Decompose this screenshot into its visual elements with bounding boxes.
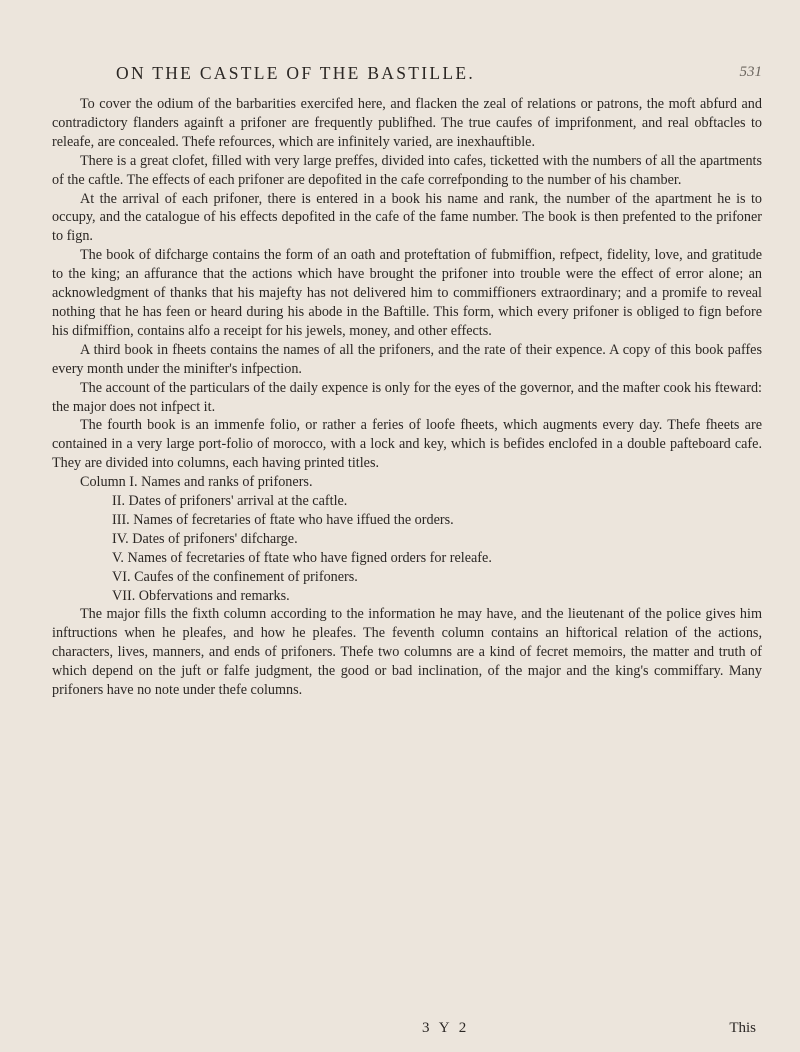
page-footer <box>52 1020 762 1040</box>
paragraph: The major fills the fixth column according to the information he may have, and the lieutenant of the police gives him inftructions when he pleafes, and how he pleafes. The feventh column contains an hiftorical relation of the actions, characters, lives, manners, and ends of prifoners. Thefe two columns are a kind of fecret memoirs, the matter and truth of which depend on the juft or falfe judgment, the good or bad inclination, of the major and the king's commiffary. Many prifoners have no note under thefe columns. <box>52 606 762 699</box>
column-title: Dates of prifoners' difcharge. <box>132 530 298 547</box>
column-entry <box>52 530 762 549</box>
column-title: Caufes of the confinement of prifoners. <box>134 568 358 585</box>
column-title: Names and ranks of prifoners. <box>141 474 313 491</box>
columns-intro: Column <box>80 474 126 491</box>
column-number: VI. <box>112 568 131 585</box>
column-number: I. <box>129 474 138 491</box>
column-entry <box>52 473 762 492</box>
catchword: This <box>729 1020 756 1036</box>
column-title: Names of fecretaries of ftate who have figned orders for releafe. <box>127 549 492 566</box>
column-title: Dates of prifoners' arrival at the caftle. <box>128 493 348 510</box>
column-entry <box>52 587 762 606</box>
paragraph: The book of difcharge contains the form of an oath and proteftation of fubmiffion, refpect, fidelity, love, and gratitude to the king; an affurance that the actions which have brought the prifoner into trouble were the effect of error alone; an acknowledgment of thanks that his majefty has not delivered him to commiffioners extraordinary; and a promife to reveal nothing that he has feen or heard during his abode in the Baftille. This form, which every prifoner is obliged to fign before his difmiffion, contains alfo a receipt for his jewels, money, and other effects. <box>52 247 762 339</box>
paragraph: There is a great clofet, filled with very large preffes, divided into cafes, ticketted with the numbers of all the apartments of the caftle. The effects of each prifoner are depofited in the cafe correfponding to the number of his chamber. <box>52 152 762 188</box>
running-title: ON THE CASTLE OF THE BASTILLE. <box>116 63 476 83</box>
column-number: II. <box>112 493 125 510</box>
running-head <box>60 63 762 87</box>
paragraph: At the arrival of each prifoner, there is entered in a book his name and rank, the number of the apartment he is to occupy, and the catalogue of his effects depofited in the cafe of the fame number. The book is then prefented to the prifoner to fign. <box>52 190 762 245</box>
column-number: III. <box>112 511 130 528</box>
paragraph: The fourth book is an immenfe folio, or rather a feries of loofe fheets, which augments every day. Thefe fheets are contained in a very large port-folio of morocco, with a lock and key, which is befides enclofed in a double pafteboard cafe. They are divided into columns, each having printed titles. <box>52 417 762 472</box>
column-title: Names of fecretaries of ftate who have iffued the orders. <box>133 511 454 528</box>
paragraph: To cover the odium of the barbarities exercifed here, and flacken the zeal of relations or patrons, the moft abfurd and contradictory flanders againft a prifoner are frequently publifhed. The true caufes of imprifonment, and real obftacles to releafe, are concealed. Thefe refources, which are infinitely varied, are inexhauftible. <box>52 96 762 150</box>
signature-mark: 3 Y 2 <box>422 1020 470 1036</box>
column-entry <box>52 568 762 587</box>
columns-list <box>52 473 762 605</box>
column-number: VII. <box>112 587 136 604</box>
column-entry <box>52 511 762 530</box>
column-number: V. <box>112 549 124 566</box>
column-entry <box>52 492 762 511</box>
page-number: 531 <box>739 64 762 80</box>
body-text <box>52 95 762 700</box>
paragraph: The account of the particulars of the daily expence is only for the eyes of the governor, and the mafter cook his fteward: the major does not infpect it. <box>52 379 762 415</box>
paragraph: A third book in fheets contains the names of all the prifoners, and the rate of their expence. A copy of this book paffes every month under the minifter's infpection. <box>52 341 762 377</box>
column-title: Obfervations and remarks. <box>138 587 290 604</box>
column-entry <box>52 549 762 568</box>
column-number: IV. <box>112 530 129 547</box>
